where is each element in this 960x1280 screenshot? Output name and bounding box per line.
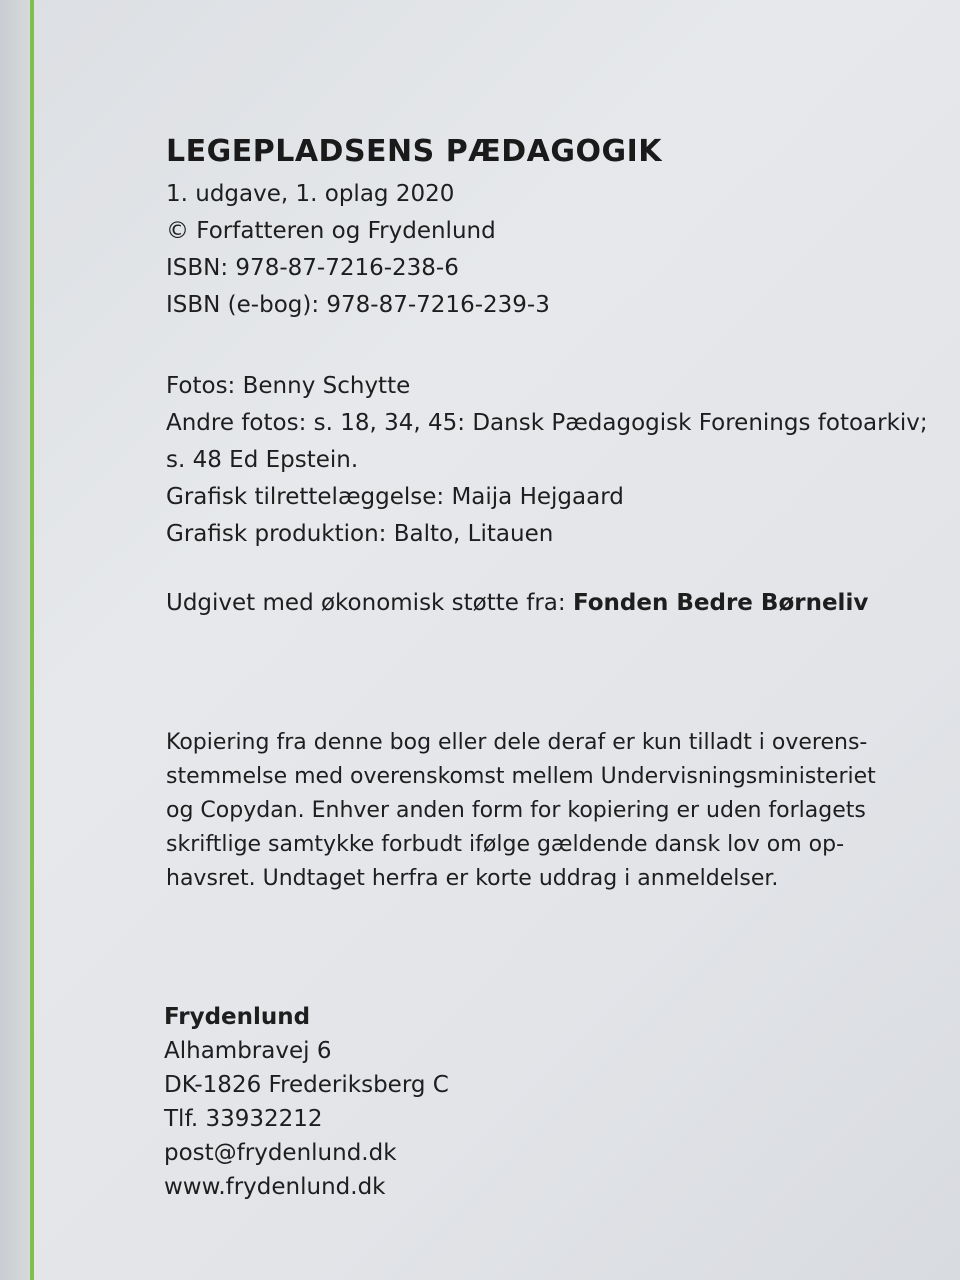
copyright-line: © Forfatteren og Frydenlund (166, 218, 496, 244)
credit-line: Andre fotos: s. 18, 34, 45: Dansk Pædagogisk Forenings fotoarkiv; (166, 410, 928, 436)
copying-notice-line: skriftlige samtykke forbudt ifølge gældende dansk lov om op- (166, 832, 845, 857)
credit-line: Fotos: Benny Schytte (166, 373, 411, 399)
copying-notice-line: havsret. Undtaget herfra er korte uddrag i anmeldelser. (166, 866, 779, 891)
publisher-block (164, 1000, 449, 1204)
credit-line: s. 48 Ed Epstein. (166, 447, 359, 473)
green-margin-rule (30, 0, 34, 1280)
isbn-line: ISBN: 978-87-7216-238-6 (166, 255, 459, 281)
copying-notice-line: og Copydan. Enhver anden form for kopiering er uden forlagets (166, 798, 866, 823)
support-prefix: Udgivet med økonomisk støtte fra: (166, 590, 573, 616)
isbn-ebook-line: ISBN (e-bog): 978-87-7216-239-3 (166, 292, 550, 318)
book-title: LEGEPLADSENS PÆDAGOGIK (166, 134, 663, 169)
support-block (166, 585, 926, 622)
copying-notice-line: Kopiering fra denne bog eller dele deraf er kun tilladt i overens- (166, 730, 868, 755)
credit-line: Grafisk tilrettelæggelse: Maija Hejgaard (166, 484, 624, 510)
publisher-city: DK-1826 Frederiksberg C (164, 1072, 449, 1098)
publisher-phone: Tlf. 33932212 (164, 1106, 323, 1132)
page-gutter-shadow (0, 0, 30, 1280)
copying-notice (166, 726, 886, 896)
colophon-header-block (166, 128, 926, 622)
credits-block (166, 368, 926, 553)
publisher-name: Frydenlund (164, 1004, 311, 1030)
publisher-email: post@frydenlund.dk (164, 1140, 397, 1166)
support-foundation-name: Fonden Bedre Børneliv (572, 590, 869, 616)
copying-notice-line: stemmelse med overenskomst mellem Undervisningsministeriet (166, 764, 876, 789)
support-line (166, 585, 926, 622)
edition-line: 1. udgave, 1. oplag 2020 (166, 181, 455, 207)
credit-line: Grafisk produktion: Balto, Litauen (166, 521, 554, 547)
publisher-address: Alhambravej 6 (164, 1038, 332, 1064)
publisher-website: www.frydenlund.dk (164, 1174, 386, 1200)
